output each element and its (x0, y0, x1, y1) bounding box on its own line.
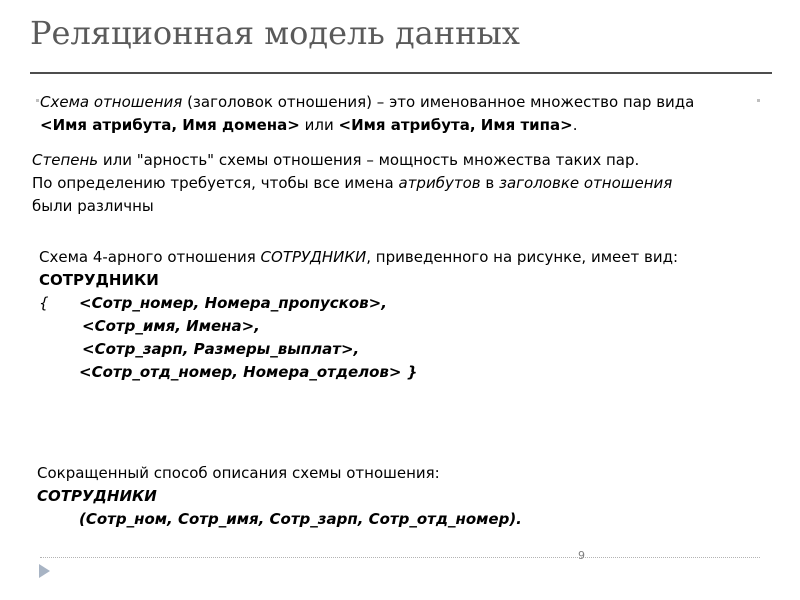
example-intro-a: Схема 4-арного отношения (39, 248, 261, 266)
term-degree: Степень (32, 151, 99, 169)
term-relation-schema: Схема отношения (40, 93, 183, 111)
example-intro-b: , приведенного на рисунке, имеет вид: (366, 248, 678, 266)
period-text: . (572, 116, 578, 134)
example-relation-name-inline: СОТРУДНИКИ (260, 248, 367, 266)
footer-divider (40, 557, 760, 558)
definition-line-2 (40, 114, 694, 137)
schema-pair-1: <Сотр_номер, Номера_пропусков>, (79, 294, 387, 312)
term-attributes: атрибутов (398, 174, 481, 192)
degree-line-3: были различны (32, 197, 154, 215)
example-relation-name: СОТРУДНИКИ (39, 271, 159, 289)
employees-schema-example (39, 246, 678, 384)
term-relation-header: заголовке отношения (498, 174, 673, 192)
schema-pair-1-line (39, 292, 678, 315)
degree-definition (32, 149, 672, 218)
degree-line-1 (32, 149, 672, 172)
example-intro-line (39, 246, 678, 269)
schema-pair-4: <Сотр_отд_номер, Номера_отделов> } (79, 363, 418, 381)
or-text: или (299, 116, 339, 134)
title-divider (30, 72, 772, 74)
page-number: 9 (578, 549, 585, 562)
decorative-dot-right (757, 99, 760, 102)
relation-schema-definition (40, 91, 694, 137)
pair-attribute-type: <Имя атрибута, Имя типа> (338, 116, 573, 134)
short-form-attributes: (Сотр_ном, Сотр_имя, Сотр_зарп, Сотр_отд_номер). (79, 510, 522, 528)
pair-attribute-domain: <Имя атрибута, Имя домена> (40, 116, 300, 134)
schema-pair-4-line (39, 361, 678, 384)
open-brace: { (39, 294, 49, 312)
schema-pair-3: <Сотр_зарп, Размеры_выплат>, (82, 340, 360, 358)
short-form-relation-name: СОТРУДНИКИ (37, 487, 157, 505)
definition-text: (заголовок отношения) – это именованное множество пар вида (182, 93, 695, 111)
schema-pair-3-line (39, 338, 678, 361)
short-form-intro: Сокращенный способ описания схемы отношения: (37, 464, 440, 482)
next-slide-arrow-icon[interactable] (39, 564, 50, 578)
schema-pair-2-line (39, 315, 678, 338)
schema-pair-2: <Сотр_имя, Имена>, (82, 317, 260, 335)
degree-text: или "арность" схемы отношения – мощность множества таких пар. (98, 151, 640, 169)
degree-line-2 (32, 172, 672, 195)
requirement-text: По определению требуется, чтобы все имена (32, 174, 399, 192)
decorative-dot-left (36, 99, 39, 102)
requirement-mid-text: в (480, 174, 499, 192)
short-form-description (37, 462, 522, 531)
definition-line-1 (40, 91, 694, 114)
slide-title: Реляционная модель данных (30, 14, 520, 52)
